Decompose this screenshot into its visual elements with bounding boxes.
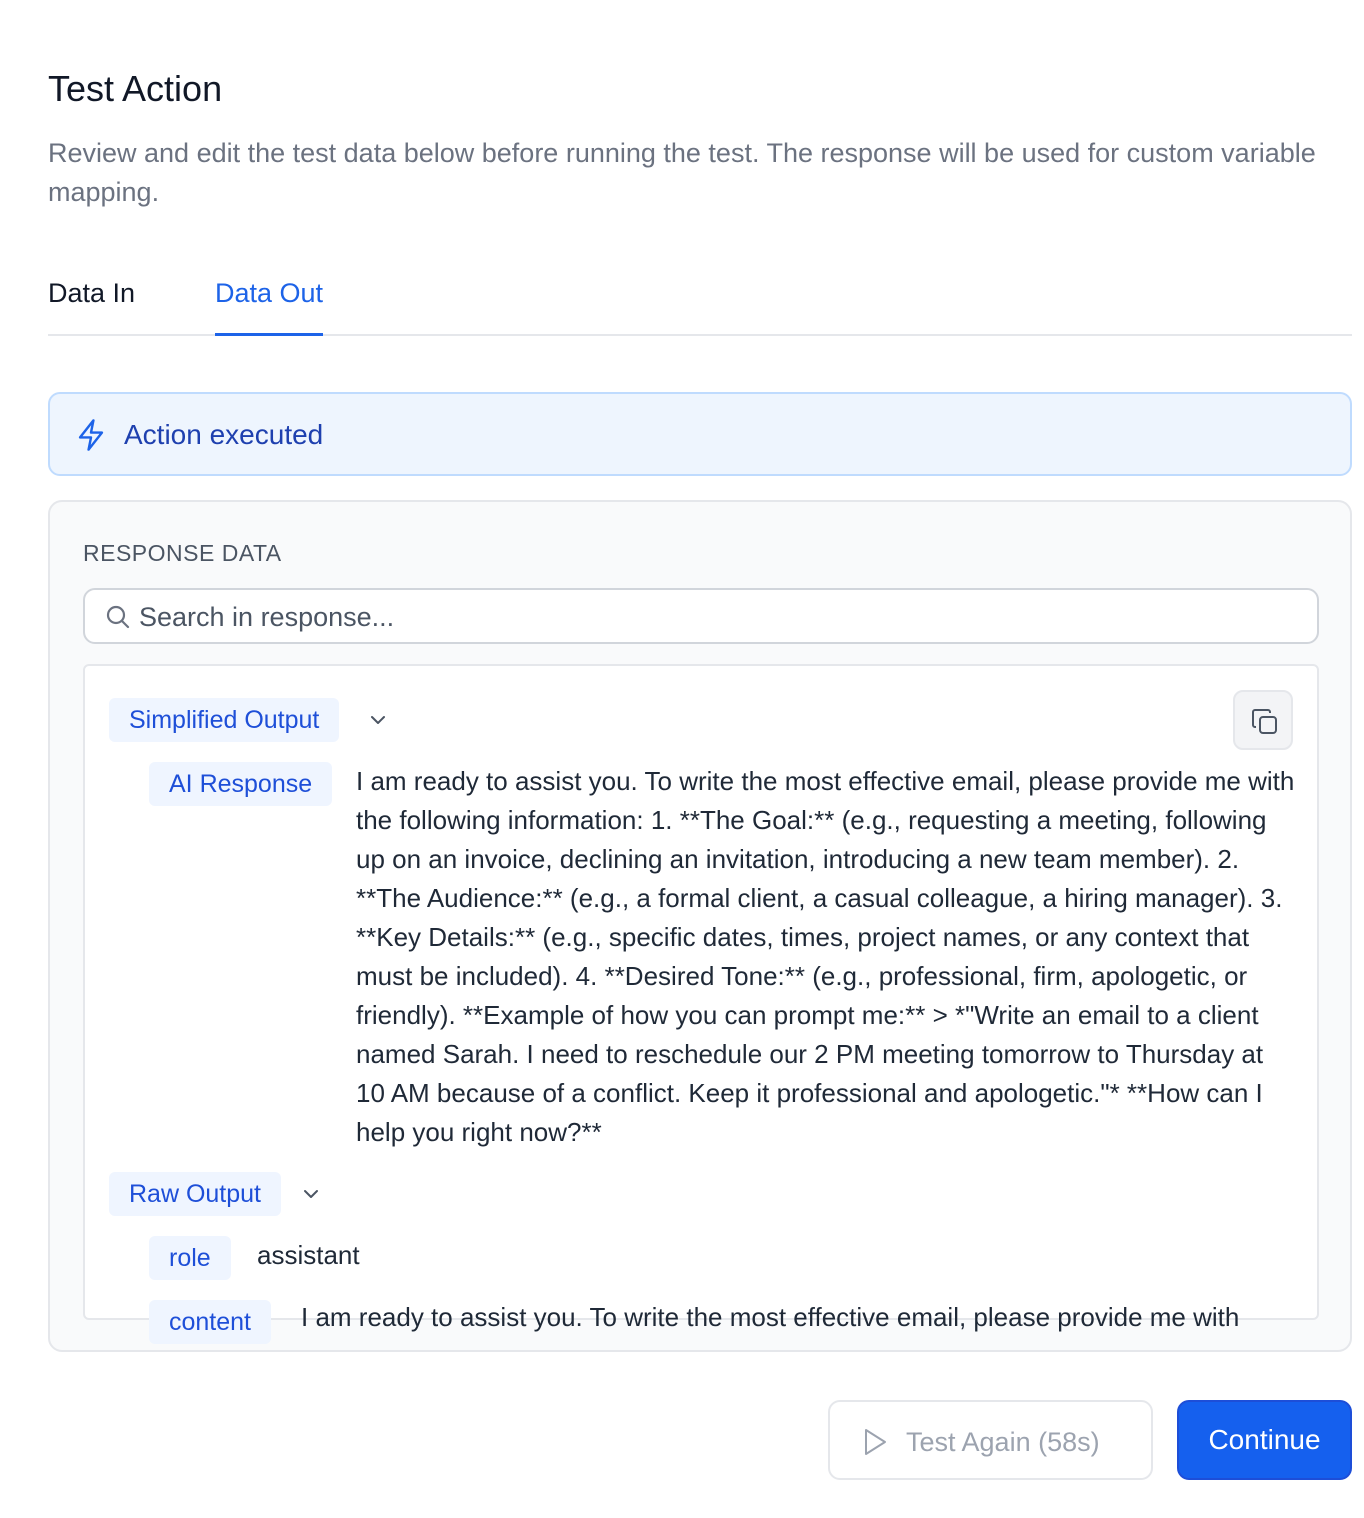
test-again-button[interactable] (828, 1400, 1153, 1480)
tab-bar (48, 272, 1352, 336)
chevron-down-icon[interactable] (300, 1183, 322, 1205)
response-data-label: RESPONSE DATA (83, 540, 282, 566)
search-input[interactable] (139, 598, 1299, 636)
role-key: role (149, 1236, 231, 1280)
search-box (83, 588, 1319, 644)
lightning-icon (76, 418, 106, 452)
ai-response-value: I am ready to assist you. To write the most effective email, please provide me with the following information: 1. **The Goal:** (e.g., requesting a meeting, following up on an invoice, declining an invitation, introducing a new team member). 2. **The Audience:** (e.g., a formal client, a casual colleague, a hiring manager). 3. **Key Details:** (e.g., specific dates, times, project names, or any context that must be included). 4. **Desired Tone:** (e.g., professional, firm, apologetic, or friendly). **Example of how you can prompt me:** > *"Write an email to a client named Sarah. I need to reschedule our 2 PM meeting tomorrow to Thursday at 10 AM because of a conflict. Keep it professional and apologetic."* **How can I help you right now?** (356, 766, 1295, 1147)
dialog-subtitle: Review and edit the test data below before running the test. The response will be used for custom variable mapping. (48, 138, 1316, 207)
continue-button[interactable]: Continue (1177, 1400, 1352, 1480)
dialog-title: Test Action (48, 68, 223, 109)
response-data-panel (48, 500, 1352, 1352)
copy-icon (1249, 706, 1281, 738)
raw-output-key[interactable]: Raw Output (109, 1172, 281, 1216)
simplified-output-key[interactable]: Simplified Output (109, 698, 339, 742)
action-executed-alert (48, 392, 1352, 476)
content-key: content (149, 1300, 271, 1344)
copy-button[interactable] (1233, 690, 1293, 750)
response-tree[interactable] (83, 664, 1319, 1336)
search-icon (105, 604, 131, 630)
alert-text: Action executed (124, 419, 324, 450)
content-value: I am ready to assist you. To write the most effective email, please provide me with (301, 1302, 1240, 1332)
role-value: assistant (257, 1240, 360, 1270)
tab-data-out[interactable]: Data Out (215, 272, 323, 336)
chevron-down-icon[interactable] (367, 709, 389, 731)
tab-data-in[interactable]: Data In (48, 278, 136, 308)
ai-response-key: AI Response (149, 762, 332, 806)
test-again-label: Test Again (58s) (906, 1427, 1100, 1457)
play-icon (862, 1427, 888, 1457)
